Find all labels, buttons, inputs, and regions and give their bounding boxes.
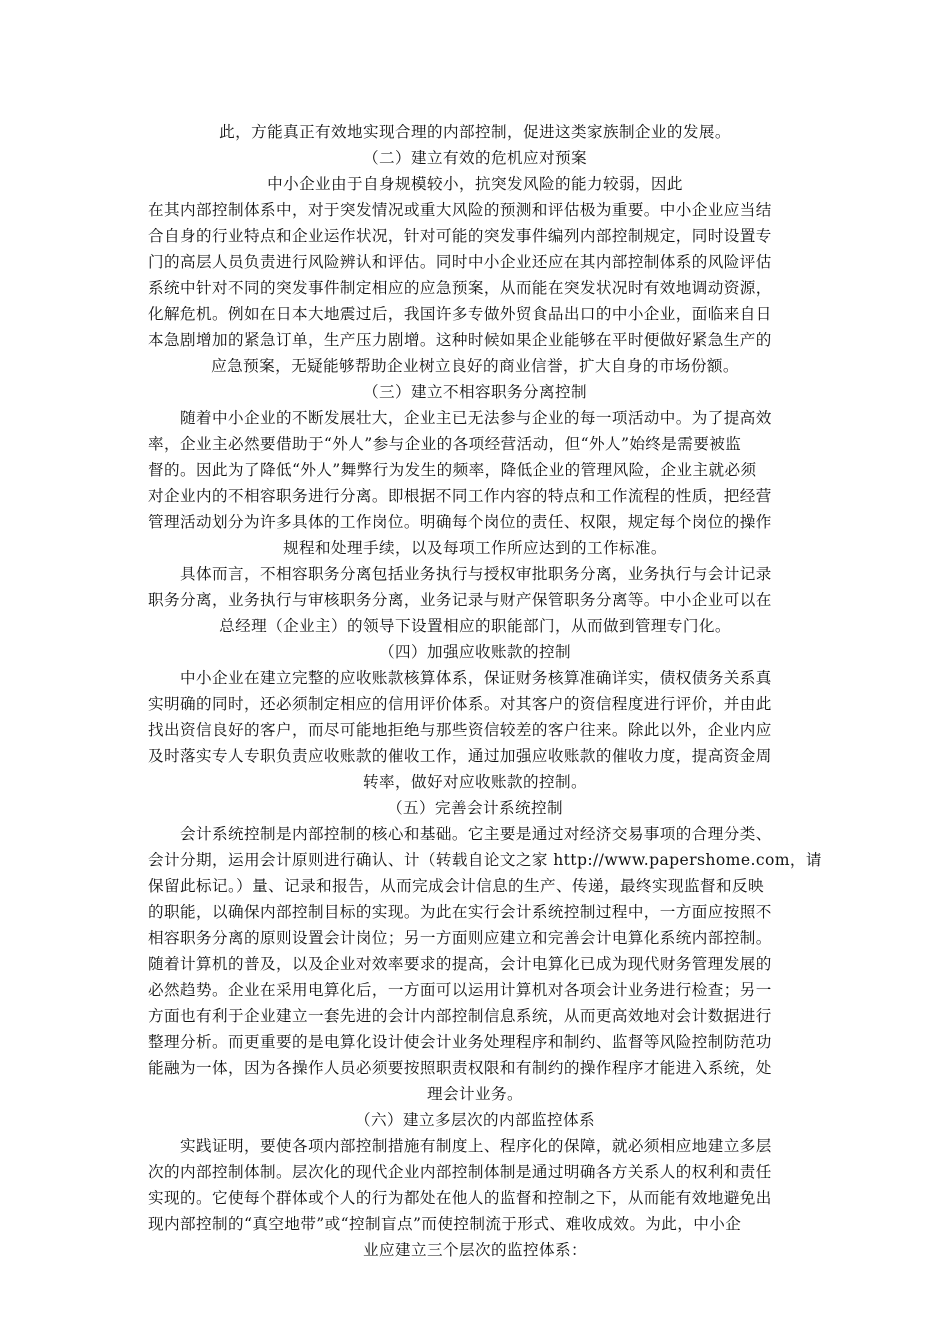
section-heading: （六）建立多层次的内部监控体系: [355, 1111, 595, 1129]
paragraph-line: 系统中针对不同的突发事件制定相应的应急预案，从而能在突发状况时有效地调动资源，: [148, 279, 772, 297]
paragraph-line: 实现的。它使每个群体或个人的行为都处在他人的监督和控制之下，从而能有效地避免出: [148, 1189, 772, 1207]
paragraph-line: 规程和处理手续，以及每项工作所应达到的工作标准。: [283, 539, 667, 557]
paragraph-line: 合自身的行业特点和企业运作状况，针对可能的突发事件编列内部控制规定，同时设置专: [148, 227, 772, 245]
paragraph-line: 整理分析。而更重要的是电算化设计使会计业务处理程序和制约、监督等风险控制防范功: [148, 1033, 772, 1051]
paragraph-line: 应急预案，无疑能够帮助企业树立良好的商业信誉，扩大自身的市场份额。: [211, 357, 739, 375]
paragraph-line: 在其内部控制体系中，对于突发情况或重大风险的预测和评估极为重要。中小企业应当结: [148, 201, 772, 219]
paragraph-line: 总经理（企业主）的领导下设置相应的职能部门，从而做到管理专门化。: [219, 617, 731, 635]
paragraph-line: 管理活动划分为许多具体的工作岗位。明确每个岗位的责任、权限，规定每个岗位的操作: [148, 513, 772, 531]
paragraph-line: 会计分期，运用会计原则进行确认、计（转载自论文之家 http://www.papershome.com，请: [148, 851, 822, 869]
paragraph-line: 的职能，以确保内部控制目标的实现。为此在实行会计系统控制过程中，一方面应按照不: [148, 903, 772, 921]
paragraph-line: 化解危机。例如在日本大地震过后，我国许多专做外贸食品出口的中小企业，面临来自日: [148, 305, 772, 323]
paragraph-line: 必然趋势。企业在采用电算化后，一方面可以运用计算机对各项会计业务进行检查；另一: [148, 981, 772, 999]
paragraph-line: 随着计算机的普及，以及企业对效率要求的提高，会计电算化已成为现代财务管理发展的: [148, 955, 772, 973]
paragraph-line: 转率，做好对应收账款的控制。: [363, 773, 587, 791]
paragraph-line: 及时落实专人专职负责应收账款的催收工作，通过加强应收账款的催收力度，提高资金周: [148, 747, 772, 765]
paragraph-line: 保留此标记。）量、记录和报告，从而完成会计信息的生产、传递，最终实现监督和反映: [148, 877, 764, 895]
paragraph-line: 找出资信良好的客户，而尽可能地拒绝与那些资信较差的客户往来。除此以外，企业内应: [148, 721, 772, 739]
section-heading: （二）建立有效的危机应对预案: [363, 149, 587, 167]
paragraph-line: 会计系统控制是内部控制的核心和基础。它主要是通过对经济交易事项的合理分类、: [148, 825, 772, 843]
paragraph-line: 门的高层人员负责进行风险辨认和评估。同时中小企业还应在其内部控制体系的风险评估: [148, 253, 772, 271]
paragraph-line: 能融为一体，因为各操作人员必须要按照职责权限和有制约的操作程序才能进入系统，处: [148, 1059, 772, 1077]
paragraph-line: 次的内部控制体制。层次化的现代企业内部控制体制是通过明确各方关系人的权利和责任: [148, 1163, 772, 1181]
paragraph-line: 实践证明，要使各项内部控制措施有制度上、程序化的保障，就必须相应地建立多层: [148, 1137, 772, 1155]
paragraph-line: 具体而言，不相容职务分离包括业务执行与授权审批职务分离，业务执行与会计记录: [148, 565, 772, 583]
paragraph-line: 职务分离，业务执行与审核职务分离，业务记录与财产保管职务分离等。中小企业可以在: [148, 591, 772, 609]
paragraph-line: 中小企业由于自身规模较小，抗突发风险的能力较弱，因此: [267, 175, 683, 193]
paragraph-line: 督的。因此为了降低“外人”舞弊行为发生的频率，降低企业的管理风险，企业主就必须: [148, 461, 757, 479]
paragraph-line: 随着中小企业的不断发展壮大，企业主已无法参与企业的每一项活动中。为了提高效: [148, 409, 772, 427]
paragraph-line: 业应建立三个层次的监控体系：: [363, 1241, 587, 1259]
paragraph-line: 中小企业在建立完整的应收账款核算体系，保证财务核算准确详实，债权债务关系真: [148, 669, 772, 687]
paragraph-line: 率，企业主必然要借助于“外人”参与企业的各项经营活动，但“外人”始终是需要被监: [148, 435, 742, 453]
paragraph-line: 方面也有利于企业建立一套先进的会计内部控制信息系统，从而更高效地对会计数据进行: [148, 1007, 772, 1025]
paragraph-line: 对企业内的不相容职务进行分离。即根据不同工作内容的特点和工作流程的性质，把经营: [148, 487, 772, 505]
paragraph-line: 本急剧增加的紧急订单，生产压力剧增。这种时候如果企业能够在平时便做好紧急生产的: [148, 331, 772, 349]
paragraph-line: 相容职务分离的原则设置会计岗位；另一方面则应建立和完善会计电算化系统内部控制。: [148, 929, 772, 947]
paragraph-line: 现内部控制的“真空地带”或“控制盲点”而使控制流于形式、难收成效。为此，中小企: [148, 1215, 742, 1233]
section-heading: （三）建立不相容职务分离控制: [363, 383, 587, 401]
paragraph-line: 实明确的同时，还必须制定相应的信用评价体系。对其客户的资信程度进行评价，并由此: [148, 695, 772, 713]
section-heading: （四）加强应收账款的控制: [379, 643, 571, 661]
section-heading: （五）完善会计系统控制: [387, 799, 563, 817]
paragraph-line: 理会计业务。: [427, 1085, 523, 1103]
paragraph-line: 此，方能真正有效地实现合理的内部控制，促进这类家族制企业的发展。: [219, 123, 731, 141]
